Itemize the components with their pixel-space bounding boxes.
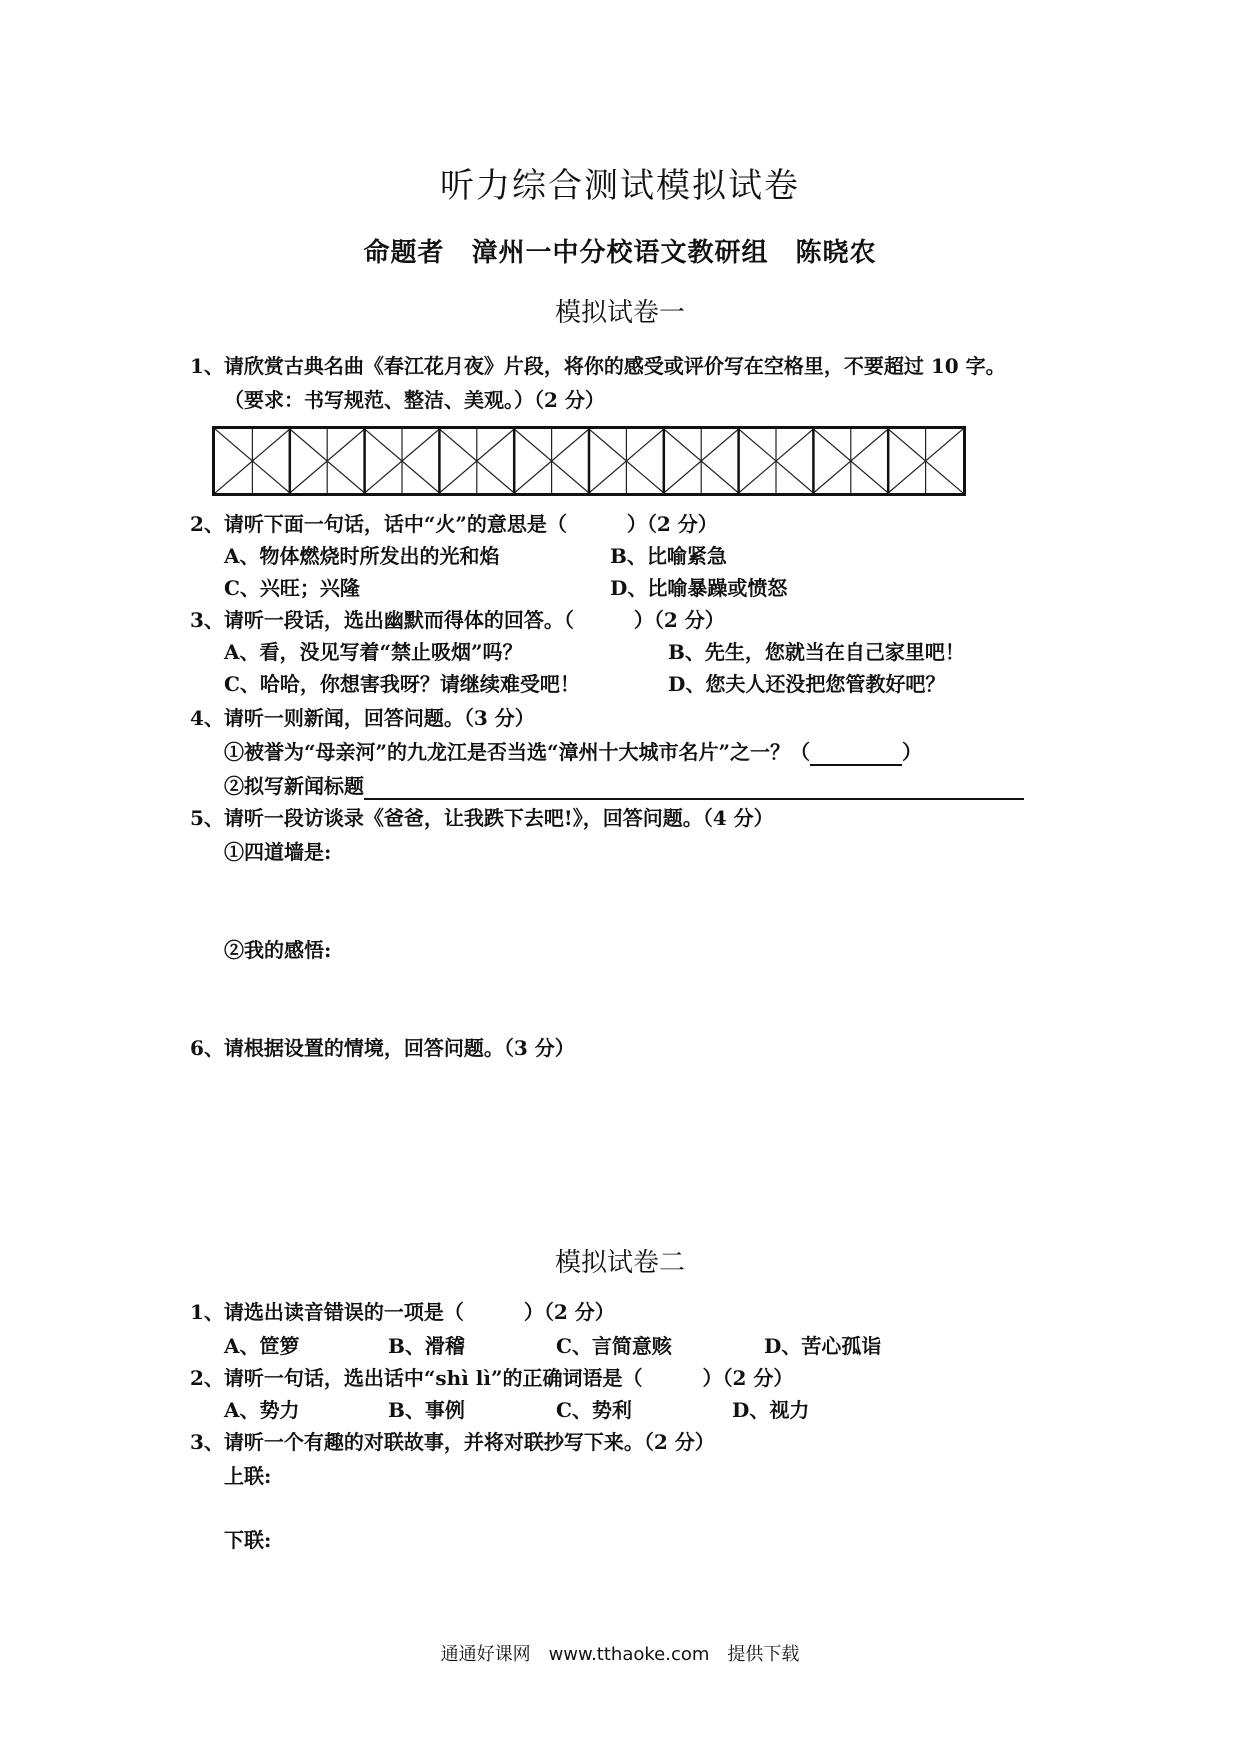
option-2-1-c[interactable]: C、言简意赅 (556, 1334, 672, 1358)
option-2-1-a[interactable]: A、笸箩 (224, 1334, 300, 1358)
grid-cell[interactable] (290, 429, 365, 493)
question-1-5-sub-2: ②我的感悟: (224, 938, 332, 962)
question-1-2: 2、请听下面一句话，话中“火”的意思是（ ）（2 分） (190, 512, 718, 536)
grid-cell[interactable] (215, 429, 290, 493)
question-1-4-sub-1-text: ①被誉为“母亲河”的九龙江是否当选“漳州十大城市名片”之一？（ (224, 740, 811, 764)
option-2-2-c[interactable]: C、势利 (556, 1398, 632, 1422)
couplet-upper-label: 上联: (224, 1464, 272, 1488)
question-1-5: 5、请听一段访谈录《爸爸，让我跌下去吧!》，回答问题。（4 分） (190, 806, 774, 830)
question-1-1: 1、请欣赏古典名曲《春江花月夜》片段，将你的感受或评价写在空格里，不要超过 10 字。 (190, 354, 1006, 378)
document-title: 听力综合测试模拟试卷 (440, 166, 800, 206)
section-heading-paper-2: 模拟试卷二 (554, 1248, 685, 1278)
question-2-1: 1、请选出读音错误的一项是（ ）（2 分） (190, 1300, 615, 1324)
grid-cell[interactable] (664, 429, 739, 493)
option-1-2-d[interactable]: D、比喻暴躁或愤怒 (610, 576, 788, 600)
question-1-6: 6、请根据设置的情境，回答问题。（3 分） (190, 1036, 575, 1060)
question-2-3: 3、请听一个有趣的对联故事，并将对联抄写下来。（2 分） (190, 1430, 715, 1454)
author-line: 命题者 漳州一中分校语文教研组 陈晓农 (363, 238, 877, 268)
question-1-4-sub-1 (224, 736, 922, 766)
option-2-2-a[interactable]: A、势力 (224, 1398, 300, 1422)
grid-cell[interactable] (888, 429, 963, 493)
section-heading-paper-1: 模拟试卷一 (554, 298, 685, 328)
answer-blank-1-4-1[interactable] (810, 740, 902, 766)
writing-grid-cells (215, 429, 963, 493)
option-1-3-a[interactable]: A、看，没见写着“禁止吸烟”吗？ (224, 640, 523, 664)
option-2-1-d[interactable]: D、苦心孤诣 (764, 1334, 882, 1358)
question-1-4-sub-2-text: ②拟写新闻标题 (224, 774, 364, 798)
answer-line-headline[interactable] (364, 774, 1024, 800)
option-2-2-b[interactable]: B、事例 (388, 1398, 465, 1422)
grid-cell[interactable] (365, 429, 440, 493)
question-1-4-sub-1-close: ） (902, 740, 923, 764)
option-2-2-d[interactable]: D、视力 (732, 1398, 810, 1422)
option-1-2-c[interactable]: C、兴旺；兴隆 (224, 576, 360, 600)
option-1-3-c[interactable]: C、哈哈，你想害我呀？请继续难受吧！ (224, 672, 580, 696)
option-2-1-b[interactable]: B、滑稽 (388, 1334, 465, 1358)
writing-grid[interactable] (212, 426, 966, 496)
grid-cell[interactable] (514, 429, 589, 493)
footer-download-note: 通通好课网 www.tthaoke.com 提供下载 (440, 1644, 800, 1665)
question-1-3: 3、请听一段话，选出幽默而得体的回答。（ ）（2 分） (190, 608, 725, 632)
option-1-3-d[interactable]: D、您夫人还没把您管教好吧？ (668, 672, 946, 696)
grid-cell[interactable] (739, 429, 814, 493)
grid-cell[interactable] (439, 429, 514, 493)
option-1-2-a[interactable]: A、物体燃烧时所发出的光和焰 (224, 544, 500, 568)
question-1-4: 4、请听一则新闻，回答问题。（3 分） (190, 706, 535, 730)
couplet-lower-label: 下联: (224, 1528, 272, 1552)
question-2-2: 2、请听一句话，选出话中“shì lì”的正确词语是（ ）（2 分） (190, 1366, 794, 1390)
option-1-2-b[interactable]: B、比喻紧急 (610, 544, 727, 568)
grid-cell[interactable] (813, 429, 888, 493)
question-1-5-sub-1: ①四道墙是: (224, 840, 332, 864)
grid-cell[interactable] (589, 429, 664, 493)
question-1-4-sub-2 (224, 770, 1024, 800)
question-1-1-requirement: （要求：书写规范、整洁、美观。）（2 分） (224, 388, 605, 412)
option-1-3-b[interactable]: B、先生，您就当在自己家里吧！ (668, 640, 965, 664)
